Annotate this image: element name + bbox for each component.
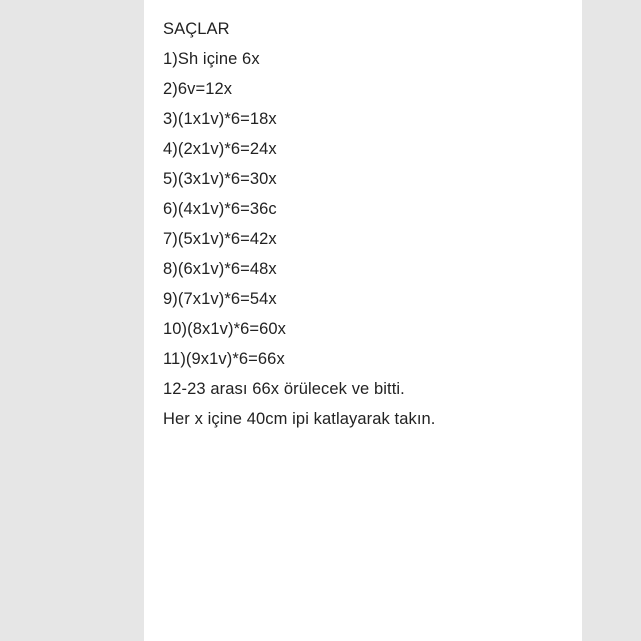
instruction-line: 6)(4x1v)*6=36c xyxy=(163,200,277,218)
instruction-line: 3)(1x1v)*6=18x xyxy=(163,110,277,128)
instruction-line: 4)(2x1v)*6=24x xyxy=(163,140,277,158)
instruction-line: 1)Sh içine 6x xyxy=(163,50,260,68)
document-title: SAÇLAR xyxy=(163,20,230,38)
instruction-line: 5)(3x1v)*6=30x xyxy=(163,170,277,188)
instruction-line: Her x içine 40cm ipi katlayarak takın. xyxy=(163,410,436,428)
instruction-line: 7)(5x1v)*6=42x xyxy=(163,230,277,248)
instruction-line: 11)(9x1v)*6=66x xyxy=(163,350,285,368)
instruction-line: 12-23 arası 66x örülecek ve bitti. xyxy=(163,380,405,398)
instruction-line: 2)6v=12x xyxy=(163,80,233,98)
document-page xyxy=(144,0,582,641)
document-content xyxy=(163,14,573,434)
instruction-line: 8)(6x1v)*6=48x xyxy=(163,260,277,278)
instruction-line: 10)(8x1v)*6=60x xyxy=(163,320,287,338)
instruction-line: 9)(7x1v)*6=54x xyxy=(163,290,277,308)
